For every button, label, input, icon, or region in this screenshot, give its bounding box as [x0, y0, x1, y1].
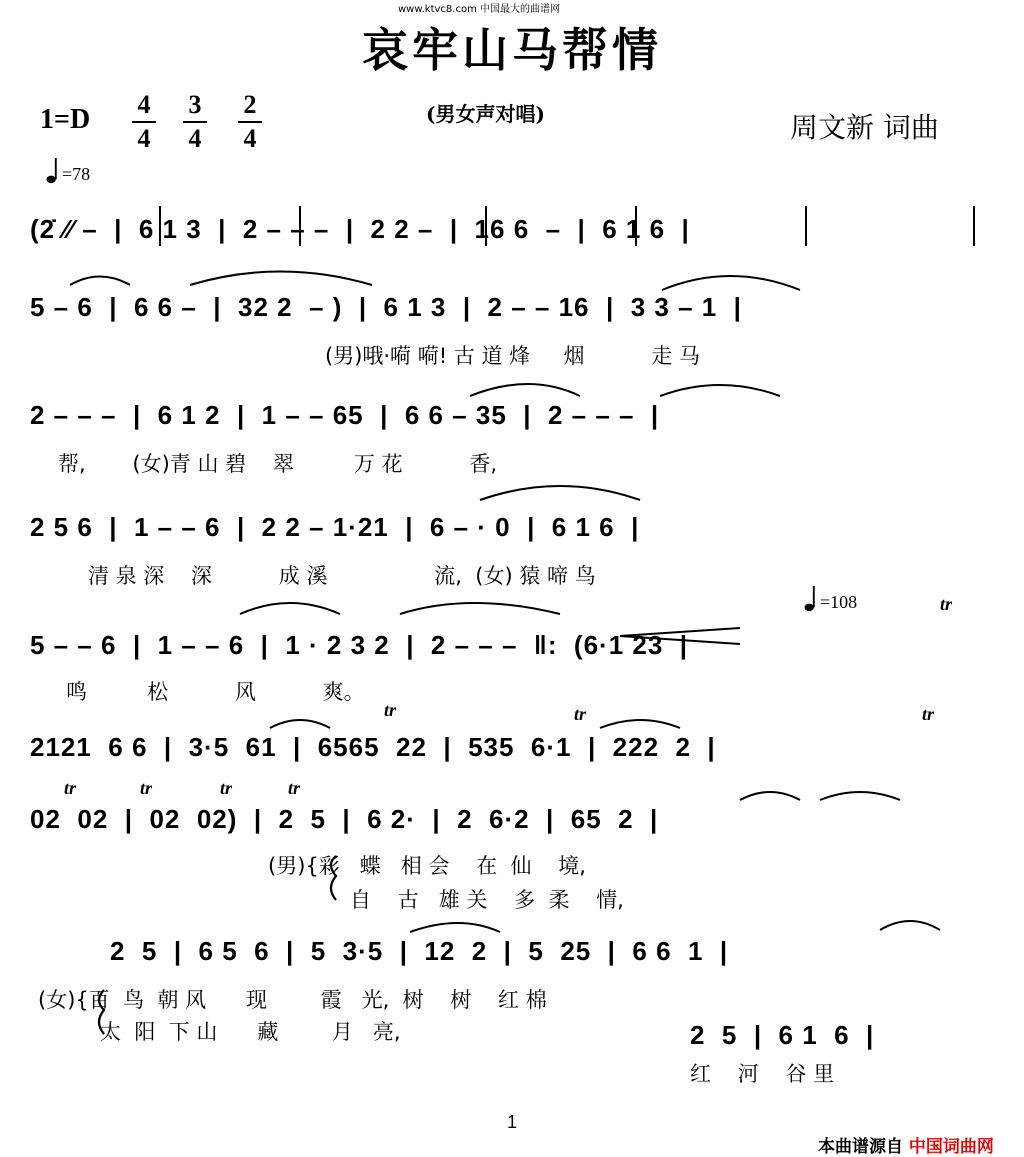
- composer-credit: 周文新 词曲: [790, 111, 939, 144]
- tempo-marking-78: =78: [62, 164, 91, 184]
- lyric-line-6: 自 古 雄 关 多 柔 情,: [350, 888, 624, 912]
- trill-mark: tr: [64, 778, 77, 798]
- time-signature-2-4: 2 4: [238, 90, 262, 154]
- staff-line-5: 5 – – 6 | 1 – – 6 | 1 · 2 3 2 | 2 – – – ‖: (6·1 23 |: [30, 630, 689, 660]
- lyric-line-2: 帮, (女)青 山 碧 翠 万 花 香,: [58, 452, 498, 476]
- source-site-link[interactable]: 中国词曲网: [908, 1137, 994, 1157]
- performance-subtitle: (男女声对唱): [426, 102, 545, 126]
- site-watermark: www.ktvc8.com 中国最大的曲谱网: [398, 4, 561, 15]
- source-credit: [818, 1132, 994, 1157]
- staff-line-8: 2 5 | 6 5 6 | 5 3·5 | 12 2 | 5 25 | 6 6 1 |: [110, 936, 729, 966]
- lyric-line-5: (男){彩 蝶 相 会 在 仙 境,: [268, 854, 586, 878]
- lyric-line-8: 太 阳 下 山 藏 月 亮,: [100, 1020, 401, 1044]
- trill-mark: tr: [288, 778, 301, 798]
- source-prefix: 本曲谱源自: [818, 1137, 903, 1157]
- lyric-line-9: 红 河 谷 里: [690, 1062, 835, 1086]
- lyric-line-1: (男)哦·嗬 嗬! 古 道 烽 烟 走 马: [325, 344, 700, 368]
- page-number: 1: [506, 1112, 517, 1132]
- song-title: 哀牢山马帮情: [362, 23, 662, 77]
- trill-mark: tr: [140, 778, 153, 798]
- key-signature: 1=D: [40, 104, 91, 135]
- trill-mark: tr: [922, 704, 935, 724]
- trill-mark: tr: [384, 700, 397, 720]
- trill-mark: tr: [940, 594, 953, 614]
- staff-line-9: 2 5 | 6 1 6 |: [690, 1020, 875, 1050]
- staff-line-7: 02 02 | 02 02) | 2 5 | 6 2· | 2 6·2 | 65 2 |: [30, 804, 659, 834]
- quarter-note-icon: [46, 158, 60, 184]
- tempo-marking-108: =108: [820, 592, 858, 612]
- lyric-line-4: 鸣 松 风 爽。: [66, 680, 365, 704]
- trill-mark: tr: [574, 704, 587, 724]
- staff-line-4: 2 5 6 | 1 – – 6 | 2 2 – 1·21 | 6 – · 0 | 6 1 6 |: [30, 512, 640, 542]
- lyric-line-3: 清 泉 深 深 成 溪 流, (女) 猿 啼 鸟: [88, 564, 596, 588]
- time-signature-3-4: 3 4: [183, 90, 207, 154]
- trill-mark: tr: [220, 778, 233, 798]
- lyric-line-7: (女){百 鸟 朝 风 现 霞 光, 树 树 红 棉: [38, 988, 547, 1012]
- staff-line-6: 2121 6 6 | 3·5 61 | 6565 22 | 535 6·1 | 222 2 |: [30, 732, 716, 762]
- time-signature-4-4: 4 4: [132, 90, 156, 154]
- staff-line-1: (2̇ ⁄⁄ – | 6 1 3 | 2 – – – | 2 2 – | 16 6 – | 6 1 6 |: [30, 214, 690, 244]
- staff-line-2: 5 – 6 | 6 6 – | 32 2 – ) | 6 1 3 | 2 – – 16 | 3 3 – 1 |: [30, 292, 742, 322]
- staff-line-3: 2 – – – | 6 1 2 | 1 – – 65 | 6 6 – 35 | 2 – – – |: [30, 400, 660, 430]
